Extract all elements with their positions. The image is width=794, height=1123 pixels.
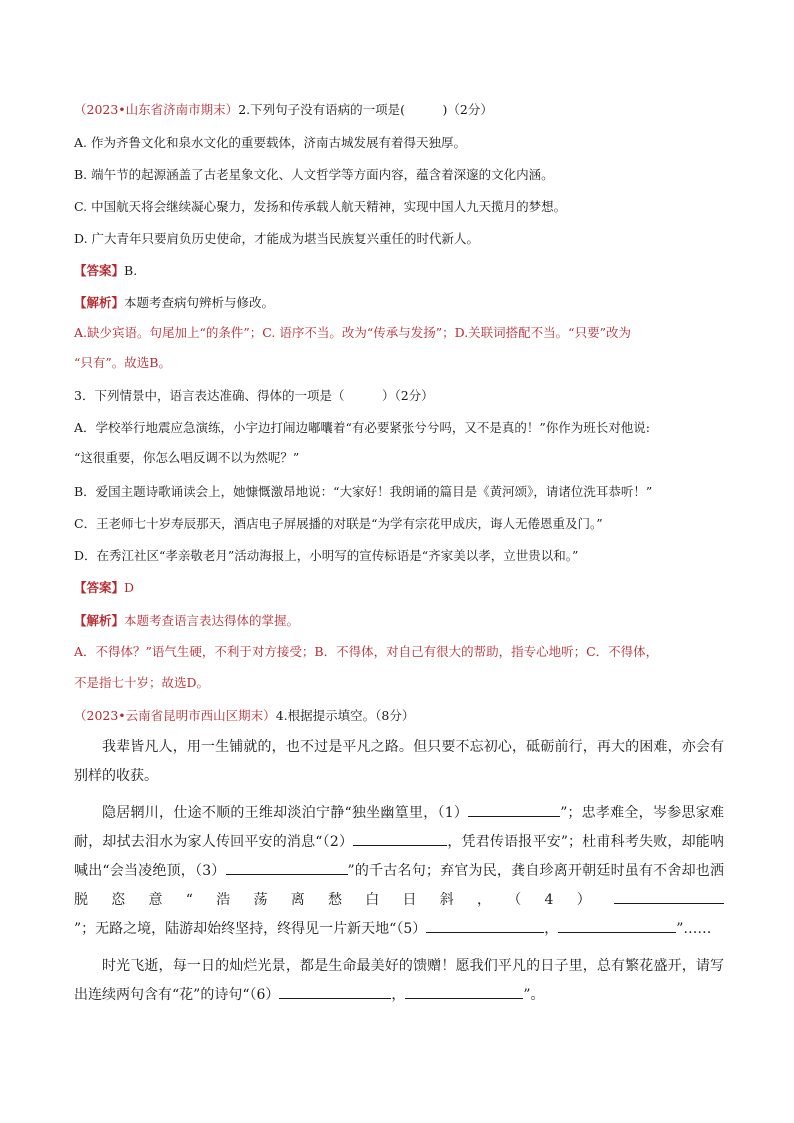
blank-4[interactable] <box>614 889 724 904</box>
blank-6b[interactable] <box>405 984 523 999</box>
q4-p2-text-b: ”；忠孝难全，岑参思家难耐，却拭去泪水为家人传回平安的消息“（2） <box>74 805 724 850</box>
q4-paragraph-2 <box>74 799 724 944</box>
q3-option-a-1: A．学校举行地震应急演练，小宇边打闹边嘟囔着“有必要紧张兮兮吗，又不是真的！”你作为班长对他说: <box>74 420 651 435</box>
q4-p2-text-d: ”的千古名句；弃官为民，龚自珍离开朝廷时虽有不舍却也洒脱恣意“浩荡离愁白日斜，（4） <box>74 863 725 908</box>
blank-5b[interactable] <box>558 918 676 933</box>
blank-1[interactable] <box>468 802 560 817</box>
q3-analysis <box>74 611 299 631</box>
q4-passage <box>74 733 724 1010</box>
q2-analysis-text: 本题考查病句辨析与修改。 <box>124 295 275 310</box>
q3-analysis-text: 本题考查语言表达得体的掌握。 <box>124 613 300 628</box>
q2-stem-line <box>74 100 493 120</box>
blank-5a[interactable] <box>426 918 544 933</box>
q3-answer-value: D <box>124 580 135 595</box>
q2-answer-value: B. <box>124 263 138 278</box>
q4-p2-text-c: ，凭君传语报平安”；杜甫科考失败，却能呐喊出“会当凌绝顶，（3） <box>74 834 724 879</box>
q2-option-c: C. 中国航天将会继续凝心聚力，发扬和传承载人航天精神，实现中国人九天揽月的梦想。 <box>74 199 567 214</box>
q3-option-a-2: “这很重要，你怎么唱反调不以为然呢？” <box>74 450 300 465</box>
q2-analysis <box>74 293 274 313</box>
blank-6a[interactable] <box>279 984 391 999</box>
q3-answer <box>74 578 134 598</box>
q3-answer-label: 【答案】 <box>74 580 125 595</box>
q3-stem: 3．下列情景中，语言表达准确、得体的一项是（ ）（2分） <box>74 388 434 403</box>
q2-analysis-line-2: “只有”。故选B。 <box>74 355 171 370</box>
q3-analysis-label: 【解析】 <box>74 613 125 628</box>
q2-answer <box>74 261 137 281</box>
q2-analysis-line-1: A.缺少宾语。句尾加上“的条件”；C. 语序不当。改为“传承与发扬”；D.关联词搭配不当。“只要”改为 <box>74 325 631 340</box>
q4-p2-text-a: 隐居辋川，仕途不顺的王维却淡泊宁静“独坐幽篁里，（1） <box>102 805 469 821</box>
q4-p2-text-g: ”…… <box>676 921 712 937</box>
q4-p2-text-f: ， <box>544 921 559 937</box>
q4-stem-line <box>74 706 414 726</box>
q3-analysis-line-1: A．不得体？”语气生硬，不利于对方接受；B．不得体，对自己有很大的帮助，指专心地听；C．不得体， <box>74 644 659 659</box>
q3-analysis-line-2: 不是指七十岁；故选D。 <box>74 675 210 690</box>
q2-option-b: B. 端午节的起源涵盖了古老星象文化、人文哲学等方面内容，蕴含着深邃的文化内涵。 <box>74 167 554 182</box>
q4-source: （2023•云南省昆明市西山区期末） <box>74 708 276 723</box>
q2-option-d: D. 广大青年只要肩负历史使命，才能成为堪当民族复兴重任的时代新人。 <box>74 231 480 246</box>
q4-paragraph-3 <box>74 952 724 1010</box>
q4-p3-text-a: 时光飞逝，每一日的灿烂光景，都是生命最美好的馈赠！愿我们平凡的日子里，总有繁花盛开，请写出连续两句含有“花”的诗句“（6） <box>74 958 724 1003</box>
q4-stem: 4.根据提示填空。（8分） <box>275 708 415 723</box>
q2-analysis-label: 【解析】 <box>74 295 125 310</box>
q4-p2-text-e: ”；无路之境，陆游却始终坚持，终得见一片新天地“（5） <box>74 921 427 937</box>
q2-stem: 2.下列句子没有语病的一项是( )（2分） <box>238 102 493 117</box>
q4-p3-text-b: ， <box>391 987 406 1003</box>
q2-option-a: A. 作为齐鲁文化和泉水文化的重要载体，济南古城发展有着得天独厚。 <box>74 135 466 150</box>
q3-option-d: D．在秀江社区“孝亲敬老月”活动海报上，小明写的宣传标语是“齐家美以孝，立世贵以和。” <box>74 548 579 563</box>
blank-2[interactable] <box>353 831 447 846</box>
q2-source: （2023•山东省济南市期末） <box>74 102 239 117</box>
q2-answer-label: 【答案】 <box>74 263 125 278</box>
blank-3[interactable] <box>226 860 348 875</box>
q3-option-c: C．王老师七十岁寿辰那天，酒店电子屏展播的对联是“为学有宗花甲成庆，诲人无倦恩重及门。” <box>74 516 603 531</box>
q4-paragraph-1: 我辈皆凡人，用一生铺就的，也不过是平凡之路。但只要不忘初心，砥砺前行，再大的困难，亦会有别样的收获。 <box>74 739 724 784</box>
q3-option-b: B．爱国主题诗歌诵读会上，她慷慨激昂地说：“大家好！我朗诵的篇目是《黄河颂》，请诸位洗耳恭听！” <box>74 484 653 499</box>
q4-p3-text-c: ”。 <box>523 987 545 1003</box>
